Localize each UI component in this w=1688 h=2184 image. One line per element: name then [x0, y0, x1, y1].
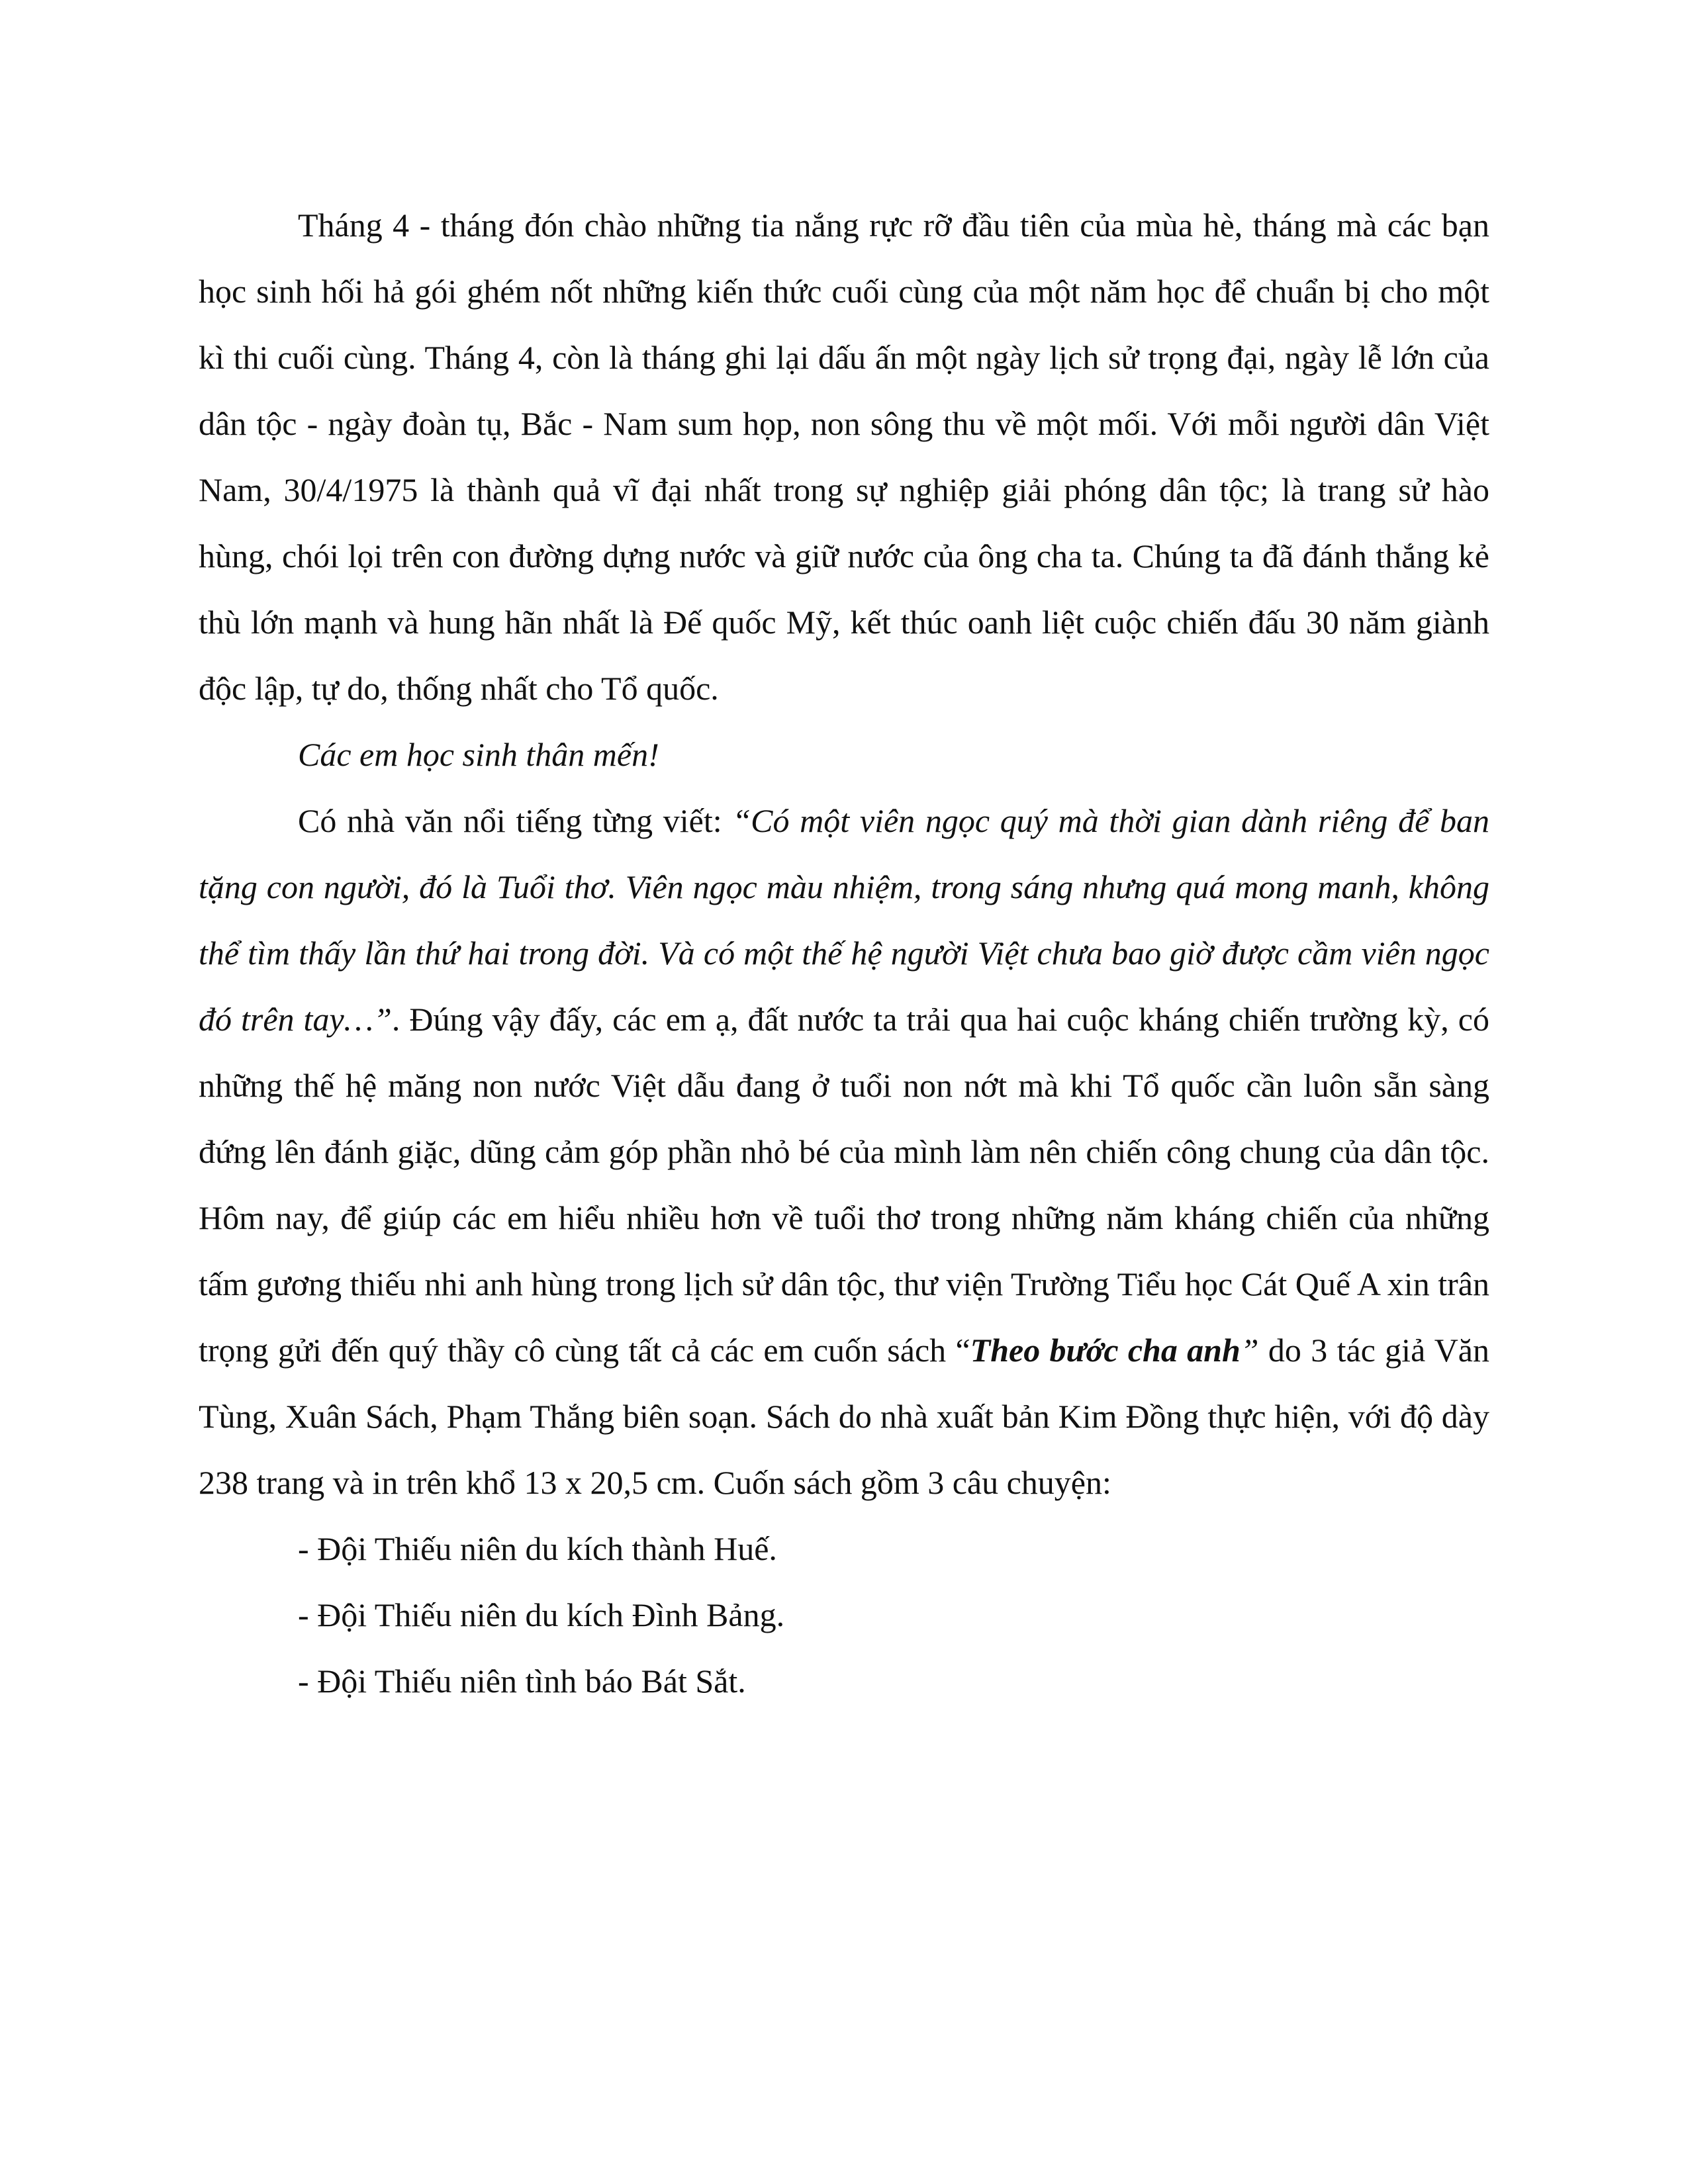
writer-quote: “Có một viên ngọc quý mà thời gian dành riêng để ban tặng con người, đó là Tuổi thơ. Viên ngọc màu nhiệm, trong sáng nhưng quá mong manh, không thể tìm thấy lần thứ hai trong đời. Và có một thế hệ người Việt chưa bao giờ được cầm viên ngọc đó trên tay…” — [199, 802, 1489, 1038]
story-item-hue: - Đội Thiếu niên du kích thành Huế. — [298, 1530, 777, 1567]
document-page — [199, 192, 1489, 1714]
greeting-line: Các em học sinh thân mến! — [298, 736, 659, 773]
book-paragraph-ending: do 3 tác giả Văn Tùng, Xuân Sách, Phạm Thắng biên soạn. Sách do nhà xuất bản Kim Đồng thực hiện, với độ dày 238 trang và in trên khổ 13 x 20,5 cm. Cuốn sách gồm 3 câu chuyện: — [199, 1332, 1489, 1501]
book-title-close-quote: ” — [1240, 1332, 1259, 1369]
book-title: Theo bước cha anh — [970, 1332, 1241, 1369]
story-item-dinh-bang: - Đội Thiếu niên du kích Đình Bảng. — [298, 1596, 785, 1633]
book-paragraph-body: . Đúng vậy đấy, các em ạ, đất nước ta trải qua hai cuộc kháng chiến trường kỳ, có những thế hệ măng non nước Việt dẫu đang ở tuổi non nớt mà khi Tổ quốc cần luôn sẵn sàng đứng lên đánh giặc, dũng cảm góp phần nhỏ bé của mình làm nên chiến công chung của dân tộc. Hôm nay, để giúp các em hiểu nhiều hơn về tuổi thơ trong những năm kháng chiến của những tấm gương thiếu nhi anh hùng trong lịch sử dân tộc, thư viện Trường Tiểu học Cát Quế A xin trân trọng gửi đến quý thầy cô cùng tất cả các em cuốn sách — [199, 1001, 1489, 1369]
book-title-open-quote: “ — [955, 1332, 970, 1369]
book-paragraph — [199, 788, 1489, 1516]
story-list — [199, 1516, 1489, 1714]
story-item-bat-sat: - Đội Thiếu niên tình báo Bát Sắt. — [298, 1662, 746, 1700]
quote-intro: Có nhà văn nổi tiếng từng viết: — [298, 802, 733, 839]
intro-paragraph: Tháng 4 - tháng đón chào những tia nắng rực rỡ đầu tiên của mùa hè, tháng mà các bạn học sinh hối hả gói ghém nốt những kiến thức cuối cùng của một năm học để chuẩn bị cho một kì thi cuối cùng. Tháng 4, còn là tháng ghi lại dấu ấn một ngày lịch sử trọng đại, ngày lễ lớn của dân tộc - ngày đoàn tụ, Bắc - Nam sum họp, non sông thu về một mối. Với mỗi người dân Việt Nam, 30/4/1975 là thành quả vĩ đại nhất trong sự nghiệp giải phóng dân tộc; là trang sử hào hùng, chói lọi trên con đường dựng nước và giữ nước của ông cha ta. Chúng ta đã đánh thắng kẻ thù lớn mạnh và hung hãn nhất là Đế quốc Mỹ, kết thúc oanh liệt cuộc chiến đấu 30 năm giành độc lập, tự do, thống nhất cho Tổ quốc. — [199, 206, 1489, 707]
